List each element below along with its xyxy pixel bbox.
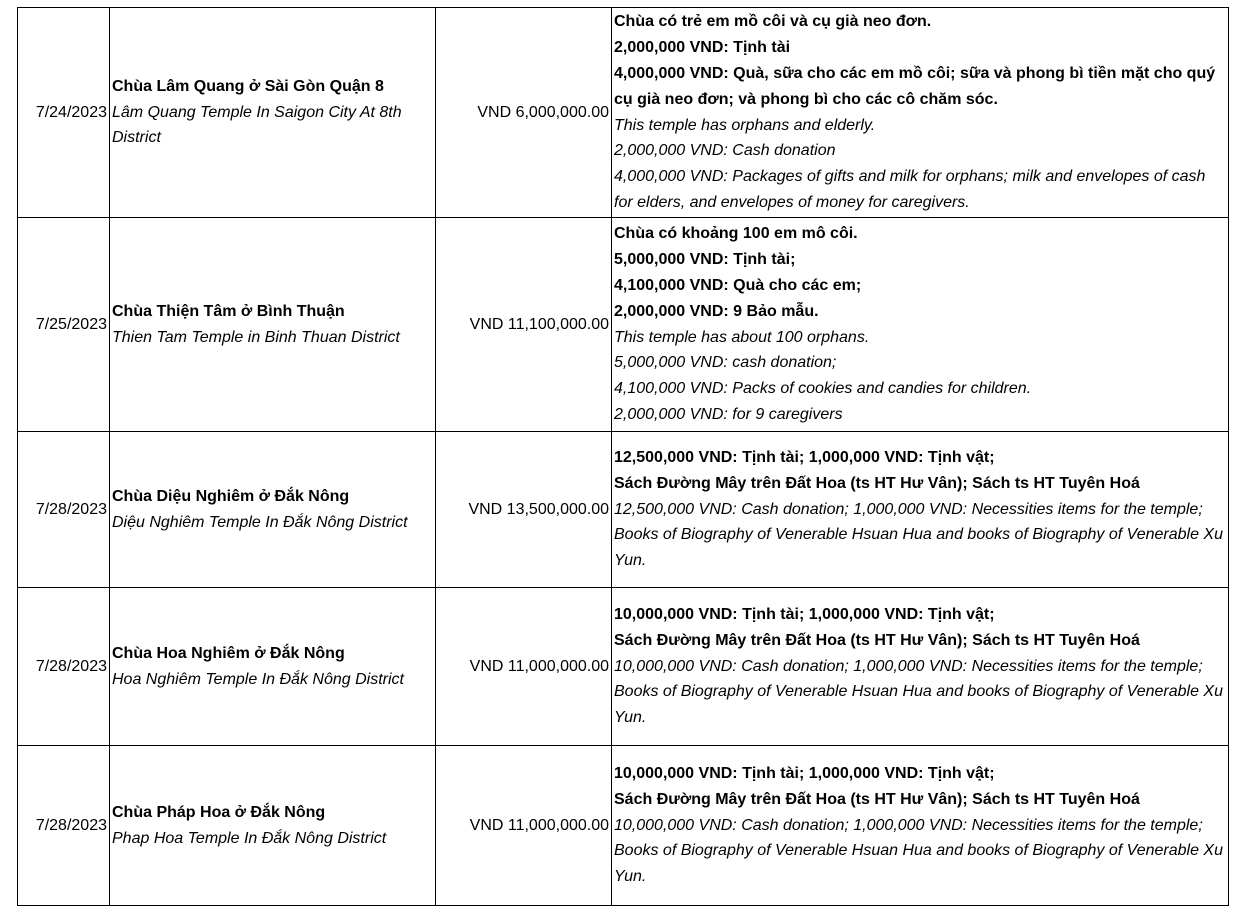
temple-name-english: Diệu Nghiêm Temple In Đắk Nông District [112, 513, 408, 531]
description-line: 5,000,000 VND: Tịnh tài; [614, 251, 796, 269]
description-cell [612, 8, 1229, 218]
description-line: 10,000,000 VND: Cash donation; 1,000,000 VND: Necessities items for the temple; [614, 816, 1203, 834]
description-line: 10,000,000 VND: Cash donation; 1,000,000 VND: Necessities items for the temple; [614, 657, 1203, 675]
temple-name-english: Lâm Quang Temple In Saigon City At 8th District [112, 103, 402, 147]
description-cell [612, 746, 1229, 906]
temple-name-english: Hoa Nghiêm Temple In Đắk Nông District [112, 670, 404, 688]
amount-cell: VND 11,000,000.00 [436, 746, 612, 906]
table-row [18, 432, 1229, 588]
temple-name-cell [110, 746, 436, 906]
amount-cell: VND 11,100,000.00 [436, 218, 612, 432]
description-line: Sách Đường Mây trên Đất Hoa (ts HT Hư Vân); Sách ts HT Tuyên Hoá [614, 474, 1140, 492]
temple-name-vietnamese: Chùa Pháp Hoa ở Đắk Nông [112, 803, 326, 821]
description-line: 2,000,000 VND: 9 Bảo mẫu. [614, 302, 819, 320]
description-cell [612, 218, 1229, 432]
date-cell: 7/24/2023 [18, 8, 110, 218]
description-line: 4,100,000 VND: Packs of cookies and candies for children. [614, 380, 1032, 398]
temple-name-cell [110, 432, 436, 588]
temple-name-vietnamese: Chùa Hoa Nghiêm ở Đắk Nông [112, 644, 345, 662]
description-line: Sách Đường Mây trên Đất Hoa (ts HT Hư Vân); Sách ts HT Tuyên Hoá [614, 631, 1140, 649]
donations-table-body [18, 8, 1229, 906]
description-line: Books of Biography of Venerable Hsuan Hua and books of Biography of Venerable Xu Yun. [614, 683, 1223, 727]
temple-name-cell [110, 218, 436, 432]
table-row [18, 218, 1229, 432]
description-line: This temple has orphans and elderly. [614, 116, 876, 134]
description-cell [612, 588, 1229, 746]
description-line: 2,000,000 VND: Cash donation [614, 142, 836, 160]
temple-name-vietnamese: Chùa Thiện Tâm ở Bình Thuận [112, 302, 345, 320]
description-line: 2,000,000 VND: for 9 caregivers [614, 405, 843, 423]
table-row [18, 588, 1229, 746]
description-line: 4,000,000 VND: Packages of gifts and milk for orphans; milk and envelopes of cash for elders, and envelopes of money for caregivers. [614, 168, 1206, 211]
table-row [18, 746, 1229, 906]
temple-name-vietnamese: Chùa Diệu Nghiêm ở Đắk Nông [112, 487, 350, 505]
description-line: 10,000,000 VND: Tịnh tài; 1,000,000 VND: Tịnh vật; [614, 606, 995, 623]
description-line: 12,500,000 VND: Cash donation; 1,000,000 VND: Necessities items for the temple; [614, 500, 1203, 518]
description-line: 4,100,000 VND: Quà cho các em; [614, 276, 862, 294]
description-line: 5,000,000 VND: cash donation; [614, 354, 837, 372]
amount-cell: VND 11,000,000.00 [436, 588, 612, 746]
temple-name-english: Phap Hoa Temple In Đắk Nông District [112, 829, 387, 847]
date-cell: 7/28/2023 [18, 588, 110, 746]
description-line: This temple has about 100 orphans. [614, 328, 870, 346]
temple-name-cell [110, 588, 436, 746]
description-line: Books of Biography of Venerable Hsuan Hua and books of Biography of Venerable Xu Yun. [614, 526, 1223, 570]
description-line: Books of Biography of Venerable Hsuan Hua and books of Biography of Venerable Xu Yun. [614, 842, 1223, 886]
amount-cell: VND 6,000,000.00 [436, 8, 612, 218]
table-row [18, 8, 1229, 218]
temple-name-english: Thien Tam Temple in Binh Thuan District [112, 328, 400, 346]
amount-cell: VND 13,500,000.00 [436, 432, 612, 588]
description-line: 4,000,000 VND: Quà, sữa cho các em mồ côi; sữa và phong bì tiền mặt cho quý cụ già neo đơn; và phong bì cho các cô chăm sóc. [614, 64, 1216, 108]
date-cell: 7/28/2023 [18, 432, 110, 588]
date-cell: 7/28/2023 [18, 746, 110, 906]
description-line: Sách Đường Mây trên Đất Hoa (ts HT Hư Vân); Sách ts HT Tuyên Hoá [614, 790, 1140, 808]
description-line: 10,000,000 VND: Tịnh tài; 1,000,000 VND: Tịnh vật; [614, 765, 995, 782]
description-cell [612, 432, 1229, 588]
temple-name-vietnamese: Chùa Lâm Quang ở Sài Gòn Quận 8 [112, 77, 384, 95]
description-line: Chùa có trẻ em mồ côi và cụ già neo đơn. [614, 13, 932, 31]
temple-name-cell [110, 8, 436, 218]
description-line: 12,500,000 VND: Tịnh tài; 1,000,000 VND: Tịnh vật; [614, 449, 995, 466]
description-line: Chùa có khoảng 100 em mô côi. [614, 225, 858, 243]
date-cell: 7/25/2023 [18, 218, 110, 432]
donations-table [17, 7, 1229, 906]
description-line: 2,000,000 VND: Tịnh tài [614, 39, 791, 57]
